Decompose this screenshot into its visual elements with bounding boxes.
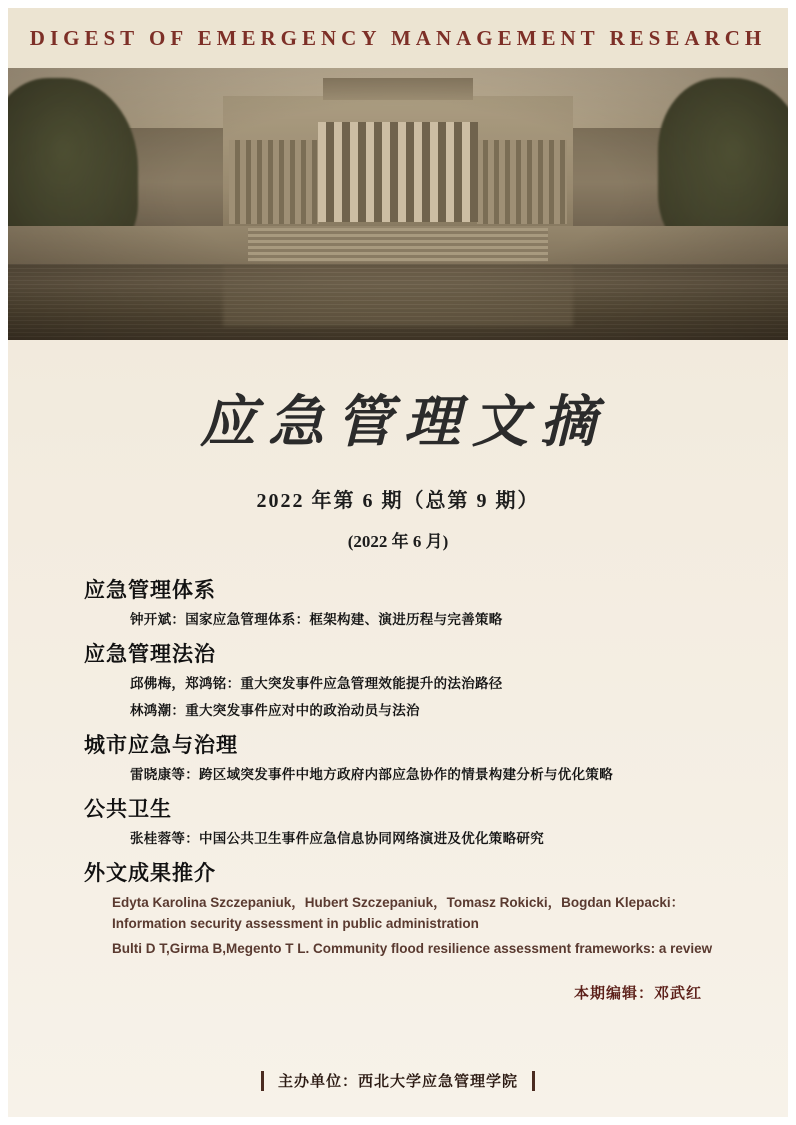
toc-section-title: 城市应急与治理 (84, 732, 238, 757)
toc-entry: 雷晓康等：跨区域突发事件中地方政府内部应急协作的情景构建分析与优化策略 (130, 766, 613, 782)
toc-section (84, 729, 742, 785)
photo-vignette (8, 68, 788, 340)
journal-title: 应急管理文摘 (200, 392, 608, 454)
footer-rule-right (532, 1071, 535, 1091)
footer-rule-left (261, 1071, 264, 1091)
footer (8, 1070, 788, 1091)
toc-entry: 邱佛梅，郑鸿铭：重大突发事件应急管理效能提升的法治路径 (130, 676, 503, 692)
toc-section-title: 应急管理法治 (84, 642, 216, 667)
toc-section (84, 793, 742, 849)
toc-section (84, 638, 742, 721)
issue-number: 2022 年第 6 期（总第 9 期） (256, 490, 540, 512)
toc-entry: 钟开斌：国家应急管理体系：框架构建、演进历程与完善策略 (130, 612, 503, 627)
masthead (8, 378, 788, 552)
toc-section-title: 外文成果推介 (84, 861, 216, 886)
cover-photo (8, 68, 788, 340)
toc-entry: 林鸿潮：重大突发事件应对中的政治动员与法治 (130, 702, 420, 718)
banner (8, 8, 788, 68)
toc-entry: Bulti D T,Girma B,Megento T L. Community flood resilience assessment frameworks: a review (112, 941, 713, 957)
toc-section (84, 574, 742, 630)
footer-organizer: 主办单位：西北大学应急管理学院 (277, 1074, 518, 1090)
issue-editor: 本期编辑：邓武红 (573, 986, 702, 1003)
toc-entry: Edyta Karolina Szczepaniuk，Hubert Szczepaniuk，Tomasz Rokicki，Bogdan Klepacki：Information security assessment in public administration (112, 895, 685, 932)
table-of-contents (8, 574, 788, 1003)
issue-date: (2022 年 6 月) (347, 532, 449, 551)
toc-section (84, 857, 742, 960)
toc-entry: 张桂蓉等：中国公共卫生事件应急信息协同网络演进及优化策略研究 (130, 831, 544, 846)
cover-inner (8, 8, 788, 1117)
toc-section-title: 公共卫生 (84, 797, 172, 821)
toc-section-title: 应急管理体系 (84, 578, 216, 602)
banner-title: DIGEST OF EMERGENCY MANAGEMENT RESEARCH (29, 25, 767, 50)
